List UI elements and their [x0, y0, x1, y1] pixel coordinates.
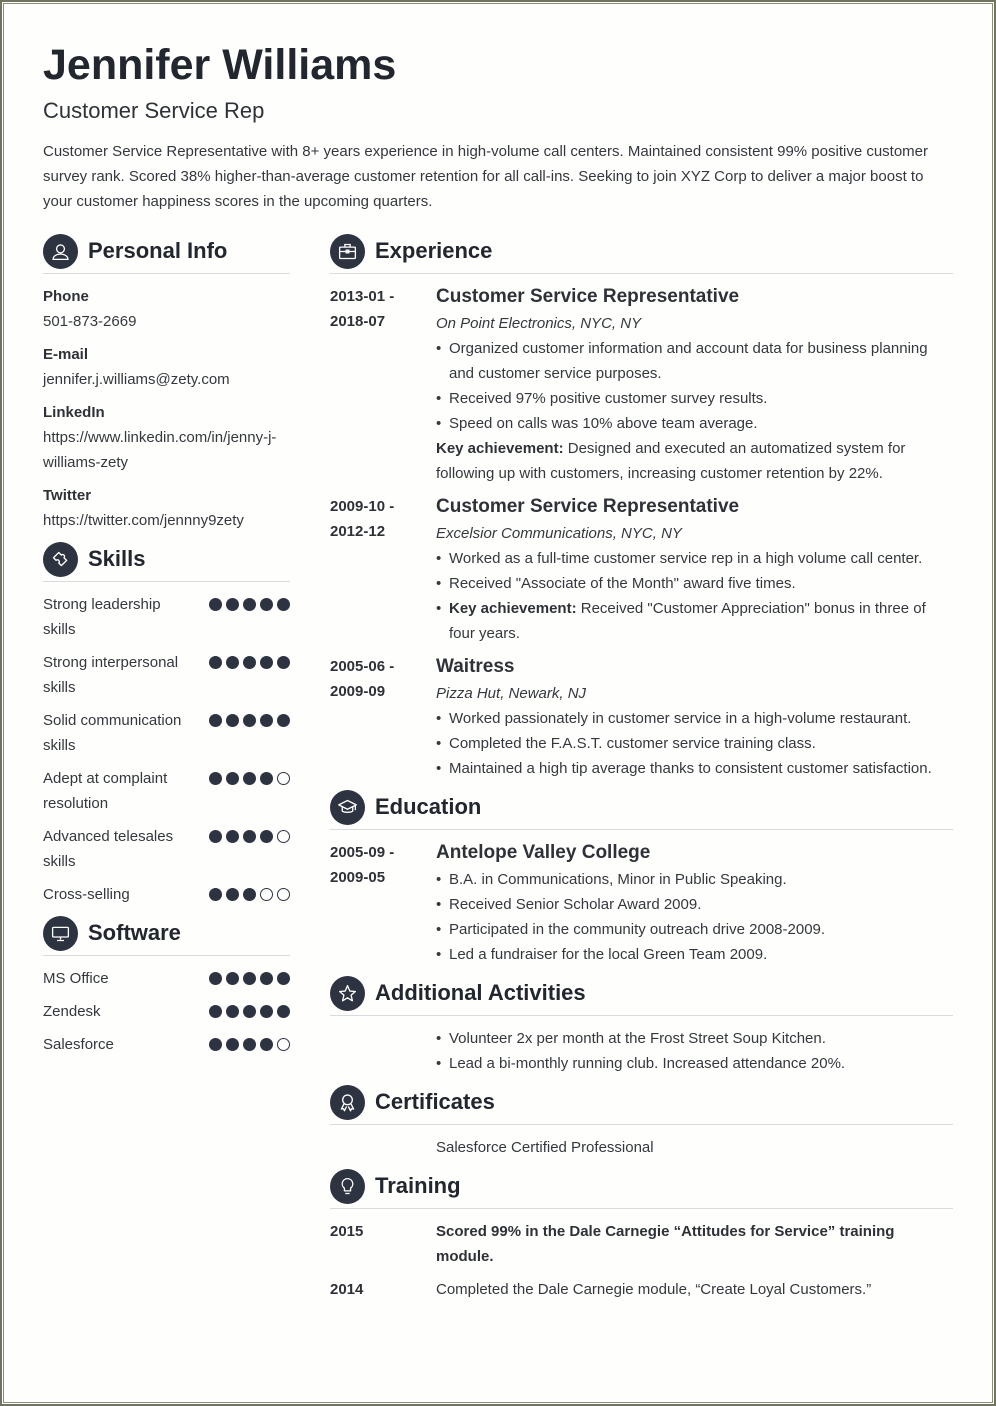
skill-name: Cross-selling — [43, 886, 130, 903]
award-ribbon-icon — [330, 1085, 365, 1120]
filled-dot-icon — [277, 714, 290, 727]
entry-body — [436, 840, 953, 967]
skills-list — [43, 592, 290, 907]
filled-dot-icon — [226, 830, 239, 843]
entry-company: Pizza Hut, Newark, NJ — [436, 685, 587, 702]
twitter-value[interactable]: https://twitter.com/jennny9zety — [43, 512, 244, 529]
entry-title: Customer Service Representative — [436, 496, 740, 517]
activities-bullets — [436, 1026, 953, 1076]
filled-dot-icon — [243, 714, 256, 727]
personal-info-title: Personal Info — [88, 238, 228, 263]
filled-dot-icon — [243, 598, 256, 611]
education-header — [330, 789, 953, 830]
bullet: • Participated in the community outreach drive 2008-2009. — [436, 917, 953, 942]
email-label: E-mail — [43, 346, 89, 363]
rating-dots — [209, 999, 290, 1024]
phone-value: 501-873-2669 — [43, 313, 137, 330]
skill-row — [43, 824, 290, 874]
filled-dot-icon — [209, 888, 222, 901]
software-row — [43, 966, 290, 991]
filled-dot-icon — [209, 972, 222, 985]
date-start: 2005-09 - — [330, 844, 395, 861]
entry-company: Excelsior Communications, NYC, NY — [436, 525, 682, 542]
filled-dot-icon — [243, 656, 256, 669]
bullet: • Received Senior Scholar Award 2009. — [436, 892, 953, 917]
date-start: 2013-01 - — [330, 288, 395, 305]
school-name: Antelope Valley College — [436, 842, 651, 863]
email-value[interactable]: jennifer.j.williams@zety.com — [43, 371, 230, 388]
filled-dot-icon — [226, 656, 239, 669]
filled-dot-icon — [209, 1038, 222, 1051]
experience-header — [330, 233, 953, 274]
experience-title: Experience — [375, 238, 493, 263]
skill-name: Strong leadership skills — [43, 596, 161, 638]
filled-dot-icon — [209, 1005, 222, 1018]
filled-dot-icon — [226, 772, 239, 785]
key-achievement — [436, 436, 953, 486]
date-end: 2009-05 — [330, 869, 386, 886]
filled-dot-icon — [260, 714, 273, 727]
rating-dots — [209, 882, 290, 907]
filled-dot-icon — [260, 830, 273, 843]
skill-row — [43, 708, 290, 758]
skill-name: Solid communication skills — [43, 712, 182, 754]
software-row — [43, 1032, 290, 1057]
training-year: 2015 — [330, 1223, 364, 1240]
key-achievement-label: Key achievement: — [449, 600, 577, 617]
skill-row — [43, 766, 290, 816]
rating-dots — [209, 650, 290, 700]
skill-row — [43, 592, 290, 642]
entry-bullets — [436, 336, 953, 436]
puzzle-icon — [43, 542, 78, 577]
entry-company: On Point Electronics, NYC, NY — [436, 315, 642, 332]
user-icon — [43, 234, 78, 269]
filled-dot-icon — [226, 1005, 239, 1018]
activities-title: Additional Activities — [375, 980, 586, 1005]
entry-body — [436, 284, 953, 486]
rating-dots — [209, 824, 290, 874]
linkedin-label: LinkedIn — [43, 404, 105, 421]
personal-info-header — [43, 233, 290, 274]
linkedin-value[interactable]: https://www.linkedin.com/in/jenny-j-williams-zety — [43, 429, 277, 471]
phone-label: Phone — [43, 288, 89, 305]
software-name: Salesforce — [43, 1036, 114, 1053]
skill-name: Adept at complaint resolution — [43, 770, 168, 812]
activities-header — [330, 975, 953, 1016]
filled-dot-icon — [226, 714, 239, 727]
graduation-cap-icon — [330, 790, 365, 825]
rating-dots — [209, 1032, 290, 1057]
software-name: MS Office — [43, 970, 109, 987]
filled-dot-icon — [226, 888, 239, 901]
training-text-bold: Scored 99% in the Dale Carnegie “Attitudes for Service” training module. — [436, 1223, 895, 1265]
filled-dot-icon — [209, 772, 222, 785]
filled-dot-icon — [226, 1038, 239, 1051]
right-column — [330, 233, 953, 1310]
activities-list — [330, 1026, 953, 1076]
bullet: • Completed the F.A.S.T. customer service training class. — [436, 731, 953, 756]
filled-dot-icon — [260, 972, 273, 985]
filled-dot-icon — [277, 656, 290, 669]
training-year: 2014 — [330, 1281, 364, 1298]
filled-dot-icon — [209, 714, 222, 727]
filled-dot-icon — [243, 830, 256, 843]
key-achievement-text: Designed and executed an automatized system for following up with customers, increasing customer retention by 22%. — [436, 440, 906, 482]
empty-dot-icon — [277, 772, 290, 785]
twitter-label: Twitter — [43, 487, 92, 504]
filled-dot-icon — [260, 772, 273, 785]
resume-page — [43, 38, 953, 1298]
filled-dot-icon — [277, 972, 290, 985]
software-title: Software — [88, 920, 181, 945]
training-entry — [330, 1219, 953, 1269]
lightbulb-icon — [330, 1169, 365, 1204]
certificates-title: Certificates — [375, 1089, 495, 1114]
entry-date — [330, 840, 436, 967]
star-icon — [330, 976, 365, 1011]
personal-info-list — [43, 284, 290, 533]
entry-bullets — [436, 706, 953, 781]
skill-row — [43, 650, 290, 700]
date-end: 2018-07 — [330, 313, 386, 330]
filled-dot-icon — [260, 1005, 273, 1018]
filled-dot-icon — [209, 598, 222, 611]
monitor-icon — [43, 916, 78, 951]
skills-header — [43, 541, 290, 582]
date-end: 2012-12 — [330, 523, 386, 540]
filled-dot-icon — [260, 598, 273, 611]
bullet: • Maintained a high tip average thanks to consistent customer satisfaction. — [436, 756, 953, 781]
date-start: 2009-10 - — [330, 498, 395, 515]
entry-body — [436, 654, 953, 781]
filled-dot-icon — [260, 1038, 273, 1051]
key-achievement-label: Key achievement: — [436, 440, 564, 457]
candidate-name: Jennifer Williams — [43, 41, 397, 89]
entry-body — [436, 494, 953, 646]
entry-date — [330, 284, 436, 486]
training-header — [330, 1168, 953, 1209]
software-header — [43, 915, 290, 956]
summary: Customer Service Representative with 8+ years experience in high-volume call centers. Maintained consistent 99% positive customer survey rank. Scored 38% higher-than-average customer retention for all call-ins. Seeking to join XYZ Corp to deliver a major boost to your customer happiness scores in the upcoming quarters. — [43, 143, 929, 210]
training-text — [436, 1219, 953, 1269]
empty-dot-icon — [277, 830, 290, 843]
filled-dot-icon — [243, 772, 256, 785]
entry-bullets — [436, 546, 953, 646]
bullet: • Received "Associate of the Month" award five times. — [436, 571, 953, 596]
certificates-header — [330, 1084, 953, 1125]
filled-dot-icon — [277, 598, 290, 611]
bullet: • Led a fundraiser for the local Green Team 2009. — [436, 942, 953, 967]
experience-entry — [330, 284, 953, 486]
skills-title: Skills — [88, 546, 146, 571]
rating-dots — [209, 708, 290, 758]
software-name: Zendesk — [43, 1003, 101, 1020]
entry-title: Customer Service Representative — [436, 286, 740, 307]
bullet: • Volunteer 2x per month at the Frost Street Soup Kitchen. — [436, 1026, 953, 1051]
filled-dot-icon — [243, 1038, 256, 1051]
entry-bullets — [436, 867, 953, 967]
rating-dots — [209, 766, 290, 816]
bullet: • B.A. in Communications, Minor in Public Speaking. — [436, 867, 953, 892]
experience-entry — [330, 654, 953, 781]
empty-dot-icon — [260, 888, 273, 901]
entry-date — [330, 654, 436, 781]
training-title: Training — [375, 1173, 461, 1198]
filled-dot-icon — [243, 1005, 256, 1018]
bullet — [436, 596, 953, 646]
entry-title: Waitress — [436, 656, 515, 677]
job-title: Customer Service Rep — [43, 98, 265, 123]
education-title: Education — [375, 794, 482, 819]
bullet: • Lead a bi-monthly running club. Increased attendance 20%. — [436, 1051, 953, 1076]
rating-dots — [209, 592, 290, 642]
software-list — [43, 966, 290, 1057]
filled-dot-icon — [243, 972, 256, 985]
date-start: 2005-06 - — [330, 658, 395, 675]
filled-dot-icon — [209, 656, 222, 669]
left-column — [43, 233, 290, 1065]
bullet: • Worked as a full-time customer service rep in a high volume call center. — [436, 546, 953, 571]
filled-dot-icon — [243, 888, 256, 901]
empty-dot-icon — [277, 888, 290, 901]
bullet: • Worked passionately in customer service in a high-volume restaurant. — [436, 706, 953, 731]
date-end: 2009-09 — [330, 683, 386, 700]
filled-dot-icon — [226, 598, 239, 611]
software-row — [43, 999, 290, 1024]
filled-dot-icon — [277, 1005, 290, 1018]
rating-dots — [209, 966, 290, 991]
filled-dot-icon — [209, 830, 222, 843]
entry-date — [330, 494, 436, 646]
certificate-item: Salesforce Certified Professional — [436, 1139, 654, 1156]
filled-dot-icon — [226, 972, 239, 985]
skill-name: Strong interpersonal skills — [43, 654, 179, 696]
education-entry — [330, 840, 953, 967]
key-achievement-text: Received "Customer Appreciation" bonus in three of four years. — [449, 600, 926, 642]
bullet: • Organized customer information and account data for business planning and customer service purposes. — [436, 336, 953, 386]
skill-row — [43, 882, 290, 907]
filled-dot-icon — [260, 656, 273, 669]
bullet: • Received 97% positive customer survey results. — [436, 386, 953, 411]
training-entry — [330, 1277, 953, 1302]
training-text: Completed the Dale Carnegie module, “Create Loyal Customers.” — [436, 1281, 872, 1298]
experience-entry — [330, 494, 953, 646]
bullet: • Speed on calls was 10% above team average. — [436, 411, 953, 436]
empty-dot-icon — [277, 1038, 290, 1051]
briefcase-icon — [330, 234, 365, 269]
skill-name: Advanced telesales skills — [43, 828, 174, 870]
